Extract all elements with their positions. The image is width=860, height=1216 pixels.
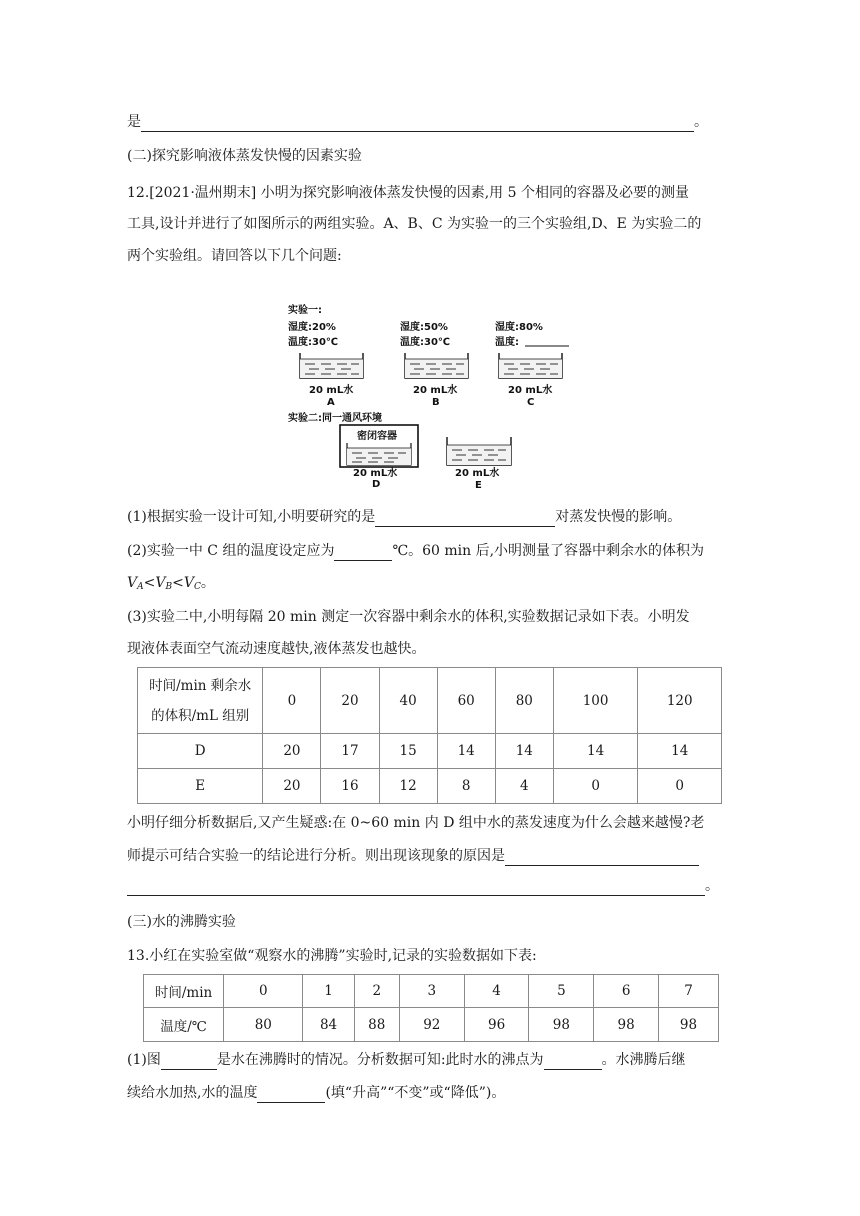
var-v: V bbox=[183, 575, 194, 591]
q12-part3-line1: (3)实验二中,小明每隔 20 min 测定一次容器中剩余水的体积,实验数据记录如下表。小明发 bbox=[127, 609, 690, 625]
q13-p1-line2-a: 续给水加热,水的温度 bbox=[127, 1085, 258, 1101]
temperature-c: 温度: bbox=[495, 337, 519, 348]
table-header-cell bbox=[138, 668, 263, 734]
answer-blank[interactable] bbox=[127, 880, 705, 896]
value-cell: 16 bbox=[321, 769, 379, 804]
letter-b: B bbox=[432, 397, 440, 408]
q12-part1-after: 对蒸发快慢的影响。 bbox=[555, 509, 682, 525]
value-cell: 15 bbox=[379, 734, 437, 769]
container-e bbox=[447, 437, 511, 491]
value-cell: 14 bbox=[553, 734, 638, 769]
q12-part1 bbox=[127, 507, 681, 527]
q12-part1-before: (1)根据实验一设计可知,小明要研究的是 bbox=[127, 509, 376, 525]
q12-after-line1: 小明仔细分析数据后,又产生疑惑:在 0~60 min 内 D 组中水的蒸发速度为什么会越来越慢?老 bbox=[127, 815, 705, 831]
water-d: 20 mL水 bbox=[353, 468, 398, 479]
answer-blank[interactable] bbox=[375, 511, 555, 527]
time-cell: 6 bbox=[594, 975, 659, 1008]
less-than: < bbox=[143, 575, 156, 591]
temp-cell: 98 bbox=[529, 1008, 594, 1042]
value-cell: 20 bbox=[263, 734, 321, 769]
subscript: C bbox=[193, 582, 201, 592]
subscript: A bbox=[137, 582, 144, 592]
water-c: 20 mL水 bbox=[508, 385, 553, 396]
water-e: 20 mL水 bbox=[455, 468, 500, 479]
container-b bbox=[400, 320, 468, 408]
q12-part2 bbox=[127, 541, 704, 561]
value-cell: 0 bbox=[553, 769, 638, 804]
q12-after-line3 bbox=[127, 876, 719, 896]
q13-p1-b: 是水在沸腾时的情况。分析数据可知:此时水的沸点为 bbox=[216, 1052, 544, 1068]
water-b: 20 mL水 bbox=[413, 385, 458, 396]
answer-blank[interactable] bbox=[141, 116, 694, 132]
q12-intro-line3: 两个实验组。请回答以下几个问题: bbox=[127, 248, 342, 264]
temperature-a: 温度:30℃ bbox=[288, 337, 339, 348]
top-answer-prefix: 是 bbox=[127, 114, 141, 130]
time-cell: 5 bbox=[529, 975, 594, 1008]
group-cell: D bbox=[138, 734, 263, 769]
value-cell: 0 bbox=[638, 769, 722, 804]
time-cell: 100 bbox=[553, 668, 638, 734]
q12-after-line2 bbox=[127, 846, 699, 866]
table-row bbox=[144, 975, 719, 1008]
top-answer-suffix: 。 bbox=[694, 114, 708, 130]
value-cell: 4 bbox=[495, 769, 553, 804]
value-cell: 14 bbox=[495, 734, 553, 769]
var-v: V bbox=[155, 575, 166, 591]
letter-a: A bbox=[327, 397, 335, 408]
temp-cell: 80 bbox=[224, 1008, 303, 1042]
row-label: 时间/min bbox=[144, 975, 224, 1008]
temp-cell: 98 bbox=[659, 1008, 719, 1042]
header-line2: 的体积/mL 组别 bbox=[151, 707, 250, 724]
container-d bbox=[340, 425, 418, 490]
letter-d: D bbox=[372, 479, 381, 490]
value-cell: 8 bbox=[437, 769, 495, 804]
q13-part1-line2 bbox=[127, 1083, 505, 1103]
temp-cell: 88 bbox=[354, 1008, 399, 1042]
exp2-title: 实验二:同一通风环境 bbox=[288, 413, 382, 424]
time-cell: 4 bbox=[464, 975, 529, 1008]
evaporation-table bbox=[137, 667, 722, 804]
period: 。 bbox=[200, 575, 215, 591]
value-cell: 20 bbox=[263, 769, 321, 804]
section-heading: (三)水的沸腾实验 bbox=[127, 914, 236, 930]
time-cell: 3 bbox=[399, 975, 464, 1008]
group-cell: E bbox=[138, 769, 263, 804]
q12-part2-before: (2)实验一中 C 组的温度设定应为 bbox=[127, 543, 335, 559]
temp-cell: 84 bbox=[303, 1008, 354, 1042]
time-cell: 1 bbox=[303, 975, 354, 1008]
header-line1: 时间/min 剩余水 bbox=[149, 677, 252, 694]
q13-part1-line1 bbox=[127, 1050, 686, 1070]
time-cell: 80 bbox=[495, 668, 553, 734]
q13-p1-c: 。水沸腾后继 bbox=[601, 1052, 686, 1068]
value-cell: 14 bbox=[638, 734, 722, 769]
time-cell: 2 bbox=[354, 975, 399, 1008]
time-cell: 0 bbox=[224, 975, 303, 1008]
q12-intro-line1: 12.[2021·温州期末] 小明为探究影响液体蒸发快慢的因素,用 5 个相同的容器及必要的测量 bbox=[127, 185, 689, 201]
temperature-b: 温度:30℃ bbox=[400, 337, 451, 348]
container-c bbox=[495, 320, 569, 408]
top-answer-line bbox=[127, 112, 708, 132]
q12-part3-line2: 现液体表面空气流动速度越快,液体蒸发也越快。 bbox=[127, 641, 426, 657]
row-label: 温度/℃ bbox=[144, 1008, 224, 1042]
less-than: < bbox=[172, 575, 184, 591]
time-cell: 40 bbox=[379, 668, 437, 734]
answer-blank[interactable] bbox=[161, 1054, 217, 1070]
q12-intro-line2: 工具,设计并进行了如图所示的两组实验。A、B、C 为实验一的三个实验组,D、E 为实验二的 bbox=[127, 216, 702, 232]
time-cell: 20 bbox=[321, 668, 379, 734]
value-cell: 14 bbox=[437, 734, 495, 769]
answer-blank[interactable] bbox=[257, 1087, 325, 1103]
answer-blank[interactable] bbox=[334, 545, 392, 561]
answer-blank[interactable] bbox=[505, 850, 699, 866]
temp-cell: 98 bbox=[594, 1008, 659, 1042]
q12-part2-after: ℃。60 min 后,小明测量了容器中剩余水的体积为 bbox=[392, 543, 705, 559]
humidity-b: 湿度:50% bbox=[400, 322, 448, 333]
q12-after-line2-text: 师提示可结合实验一的结论进行分析。则出现该现象的原因是 bbox=[127, 848, 505, 864]
table-row bbox=[144, 1008, 719, 1042]
table-row bbox=[138, 769, 722, 804]
q12-part2-line2 bbox=[127, 573, 215, 597]
container-a bbox=[288, 320, 363, 408]
time-cell: 0 bbox=[263, 668, 321, 734]
section-heading: (二)探究影响液体蒸发快慢的因素实验 bbox=[127, 148, 362, 164]
q13-intro: 13.小红在实验室做“观察水的沸腾”实验时,记录的实验数据如下表: bbox=[127, 948, 537, 964]
temp-cell: 96 bbox=[464, 1008, 529, 1042]
humidity-c: 湿度:80% bbox=[495, 322, 543, 333]
temp-cell: 92 bbox=[399, 1008, 464, 1042]
q13-p1-a: (1)图 bbox=[127, 1052, 161, 1068]
boiling-table bbox=[143, 974, 719, 1042]
subscript: B bbox=[165, 582, 173, 592]
sealed-label: 密闭容器 bbox=[357, 431, 397, 442]
humidity-a: 湿度:20% bbox=[288, 322, 336, 333]
time-cell: 60 bbox=[437, 668, 495, 734]
exp1-title: 实验一: bbox=[288, 305, 322, 316]
table-row bbox=[138, 734, 722, 769]
letter-e: E bbox=[475, 480, 482, 491]
q13-p1-line2-b: (填“升高”“不变”或“降低”)。 bbox=[325, 1085, 506, 1101]
answer-blank[interactable] bbox=[544, 1054, 602, 1070]
var-v: V bbox=[127, 575, 138, 591]
period: 。 bbox=[705, 878, 719, 894]
value-cell: 17 bbox=[321, 734, 379, 769]
value-cell: 12 bbox=[379, 769, 437, 804]
water-a: 20 mL水 bbox=[309, 385, 354, 396]
time-cell: 7 bbox=[659, 975, 719, 1008]
letter-c: C bbox=[527, 397, 535, 408]
experiment-figure bbox=[285, 300, 585, 491]
time-cell: 120 bbox=[638, 668, 722, 734]
